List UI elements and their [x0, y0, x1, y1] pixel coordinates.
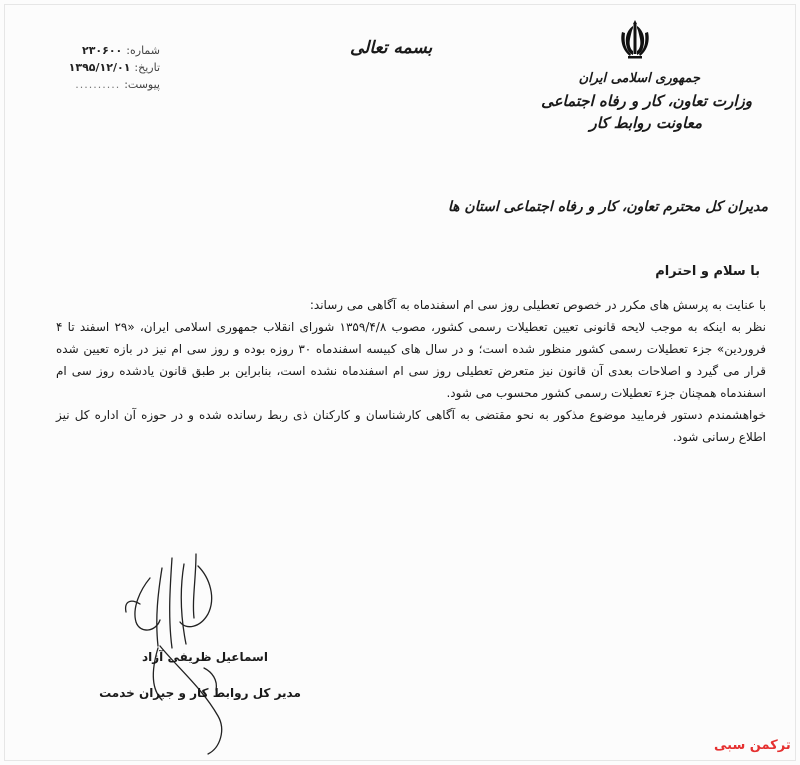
number-row [30, 42, 160, 59]
signer-name: اسماعیل ظریفی آزاد [142, 650, 268, 664]
iran-emblem-icon [618, 20, 652, 62]
recipient-line: مدیران کل محترم تعاون، کار و رفاه اجتماعی استان ها [447, 199, 768, 215]
ministry-name: وزارت تعاون، کار و رفاه اجتماعی [541, 92, 752, 110]
attachment-blank: .......... [75, 78, 121, 91]
date-value: ۱۳۹۵/۱۲/۰۱ [68, 61, 131, 74]
attachment-label: پیوست: [124, 78, 160, 91]
date-row [30, 59, 160, 76]
date-label: تاریخ: [134, 61, 160, 74]
letter-body [56, 294, 766, 448]
attachment-row [30, 76, 160, 93]
salutation: با سلام و احترام [655, 264, 760, 279]
ministry-country: جمهوری اسلامی ایران [578, 71, 700, 86]
number-value: ۲۳۰۶۰۰ [81, 44, 123, 57]
bismillah: بسمه تعالی [350, 38, 433, 58]
signer-title: مدیر کل روابط کار و جبران خدمت [99, 686, 301, 700]
watermark-logo: ترکمن سبی [714, 738, 791, 753]
letter-meta [30, 42, 160, 93]
body-paragraph-main: نظر به اینکه به موجب لایحه قانونی تعیین تعطیلات رسمی کشور، مصوب ۱۳۵۹/۴/۸ شورای انقلاب جمهوری اسلامی ایران، «۲۹ اسفند تا ۴ فروردین» جزء تعطیلات رسمی کشور منظور شده است؛ و در سال های کبیسه اسفندماه ۳۰ روزه بوده و روز سی ام نیز در بازه تعیین شده قرار می گیرد و اصلاحات بعدی آن قانون نیز متعرض تعطیلی روز سی ام اسفندماه نشده است، بنابراین بر طبق قانون یادشده روز سی ام اسفندماه همچنان جزء تعطیلات رسمی کشور محسوب می شود. [56, 320, 766, 400]
body-paragraph-request: خواهشمندم دستور فرمایید موضوع مذکور به نحو مقتضی به آگاهی کارشناسان و کارکنان ذی ربط رسانده شده و در حوزه آن اداره کل نیز اطلاع رسانی شود. [56, 408, 766, 444]
ministry-deputy: معاونت روابط کار [589, 114, 702, 132]
number-label: شماره: [126, 44, 160, 57]
body-paragraph-intro: با عنایت به پرسش های مکرر در خصوص تعطیلی روز سی ام اسفندماه به آگاهی می رساند: [309, 298, 766, 312]
